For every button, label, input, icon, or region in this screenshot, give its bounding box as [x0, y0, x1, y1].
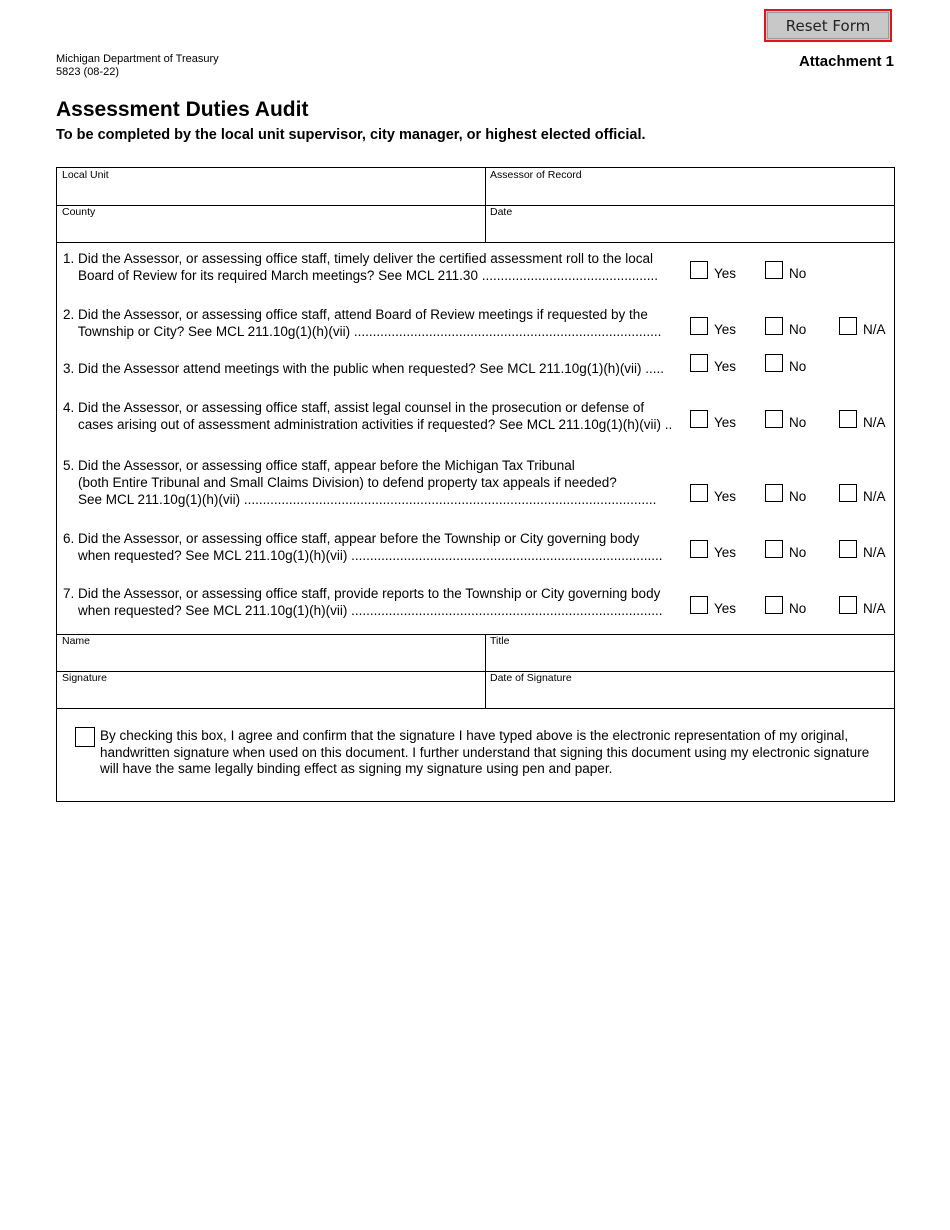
q1-no-label: No	[789, 266, 807, 281]
q3-no-label: No	[789, 359, 807, 374]
page-title: Assessment Duties Audit	[56, 98, 309, 121]
consent-text: By checking this box, I agree and confirm that the signature I have typed above is the electronic representation of my original, handwritten signature when used on this document. I further understand that signing this document using my electronic signature will have the same legally binding effect as signing my signature using pen and paper.	[100, 728, 870, 776]
page-subtitle: To be completed by the local unit supervisor, city manager, or highest elected official.	[56, 127, 646, 143]
form-box	[56, 167, 895, 802]
date-label: Date	[490, 206, 513, 218]
q7-yes-checkbox[interactable]	[690, 596, 708, 614]
assessor-label: Assessor of Record	[490, 169, 582, 181]
q6-na-label: N/A	[863, 545, 886, 560]
county-input[interactable]	[59, 219, 483, 240]
county-label: County	[62, 206, 96, 218]
divider	[57, 242, 894, 243]
q4-na-checkbox[interactable]	[839, 410, 857, 428]
q6-no-checkbox[interactable]	[765, 540, 783, 558]
title-label: Title	[490, 635, 510, 647]
local-unit-input[interactable]	[59, 182, 483, 203]
q7-no-checkbox[interactable]	[765, 596, 783, 614]
q5-yes-checkbox[interactable]	[690, 484, 708, 502]
date-input[interactable]	[488, 219, 892, 240]
q7-na-label: N/A	[863, 601, 886, 616]
divider	[485, 634, 486, 708]
question-1-text: 1. Did the Assessor, or assessing office staff, timely deliver the certified assessment roll to the local Board of Review for its required March meetings? See MCL 211.30 ...............................................	[63, 251, 658, 283]
q3-yes-label: Yes	[714, 359, 737, 374]
question-5-text: 5. Did the Assessor, or assessing office staff, appear before the Michigan Tax Tribunal (both Entire Tribunal and Small Claims Division) to defend property tax appeals if needed? See MCL 211.10g(1)(h)(vii) ..............................................................................................................	[63, 458, 657, 507]
q3-yes-checkbox[interactable]	[690, 354, 708, 372]
name-input[interactable]	[59, 648, 483, 669]
agency-block	[56, 53, 219, 79]
q5-no-checkbox[interactable]	[765, 484, 783, 502]
date-of-signature-input[interactable]	[488, 685, 892, 706]
q6-yes-label: Yes	[714, 545, 737, 560]
q2-na-label: N/A	[863, 322, 886, 337]
q6-yes-checkbox[interactable]	[690, 540, 708, 558]
assessor-input[interactable]	[488, 182, 892, 203]
q2-yes-checkbox[interactable]	[690, 317, 708, 335]
q7-na-checkbox[interactable]	[839, 596, 857, 614]
q6-na-checkbox[interactable]	[839, 540, 857, 558]
q5-na-label: N/A	[863, 489, 886, 504]
q7-yes-label: Yes	[714, 601, 737, 616]
q3-no-checkbox[interactable]	[765, 354, 783, 372]
q6-no-label: No	[789, 545, 807, 560]
name-label: Name	[62, 635, 91, 647]
q2-yes-label: Yes	[714, 322, 737, 337]
divider	[57, 671, 894, 672]
question-3-text: 3. Did the Assessor attend meetings with the public when requested? See MCL 211.10g(1)(h)(vii) .....	[63, 361, 665, 376]
agency-name: Michigan Department of Treasury	[56, 53, 219, 65]
q4-no-label: No	[789, 415, 807, 430]
question-4-text: 4. Did the Assessor, or assessing office staff, assist legal counsel in the prosecution or defense of cases arising out of assessment administration activities if requested? See MCL 211.10g(1)(h)(vii) ..	[63, 400, 673, 432]
q4-no-checkbox[interactable]	[765, 410, 783, 428]
q4-yes-label: Yes	[714, 415, 737, 430]
date-of-signature-label: Date of Signature	[490, 672, 572, 684]
q1-yes-checkbox[interactable]	[690, 261, 708, 279]
q5-yes-label: Yes	[714, 489, 737, 504]
question-2-text: 2. Did the Assessor, or assessing office staff, attend Board of Review meetings if requested by the Township or City? See MCL 211.10g(1)(h)(vii) ..................................................................................	[63, 307, 662, 339]
divider	[57, 205, 894, 206]
q5-no-label: No	[789, 489, 807, 504]
q1-no-checkbox[interactable]	[765, 261, 783, 279]
attachment-label: Attachment 1	[798, 53, 894, 70]
signature-input[interactable]	[59, 685, 483, 706]
q2-na-checkbox[interactable]	[839, 317, 857, 335]
form-number: 5823 (08-22)	[56, 66, 119, 78]
q4-na-label: N/A	[863, 415, 886, 430]
reset-form-button[interactable]: Reset Form	[764, 9, 892, 42]
signature-label: Signature	[62, 672, 107, 684]
local-unit-label: Local Unit	[62, 169, 109, 181]
divider	[57, 634, 894, 635]
q5-na-checkbox[interactable]	[839, 484, 857, 502]
q1-yes-label: Yes	[714, 266, 737, 281]
q7-no-label: No	[789, 601, 807, 616]
question-7-text: 7. Did the Assessor, or assessing office staff, provide reports to the Township or City governing body when requested? See MCL 211.10g(1)(h)(vii) ...................................................................................	[63, 586, 663, 618]
q2-no-checkbox[interactable]	[765, 317, 783, 335]
q2-no-label: No	[789, 322, 807, 337]
q4-yes-checkbox[interactable]	[690, 410, 708, 428]
divider	[485, 168, 486, 242]
consent-checkbox[interactable]	[75, 727, 95, 747]
question-6-text: 6. Did the Assessor, or assessing office staff, appear before the Township or City governing body when requested? See MCL 211.10g(1)(h)(vii) ...................................................................................	[63, 531, 663, 563]
title-input[interactable]	[488, 648, 892, 669]
divider	[57, 708, 894, 709]
